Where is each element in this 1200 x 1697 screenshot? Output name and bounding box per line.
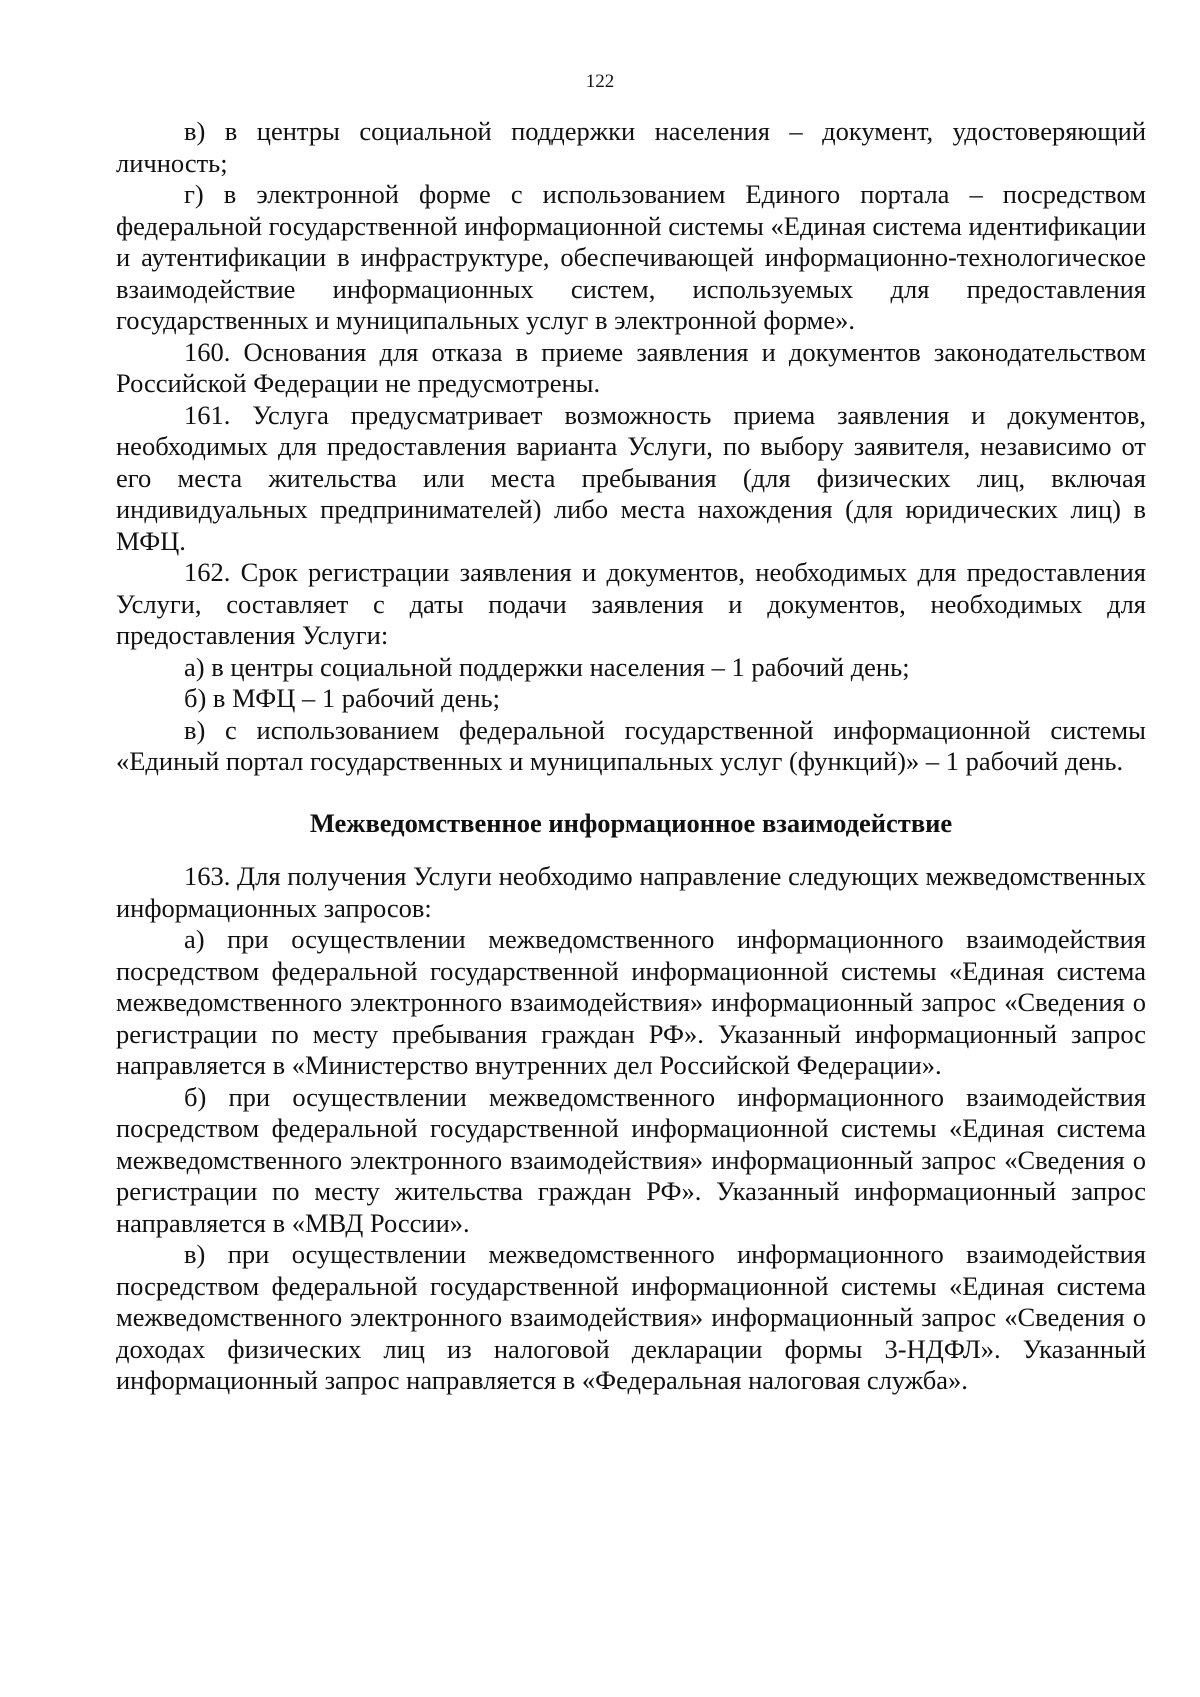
paragraph-163-item-v: в) при осуществлении межведомственного информационного взаимодействия посредством федеральной государственной информационной системы «Единая система межведомственного электронного взаимодействия» информационный запрос «Сведения о доходах физических лиц из налоговой декларации формы 3-НДФЛ». Указанный информационный запрос направляется в «Федеральная налоговая служба».: [116, 1239, 1146, 1395]
paragraph-162: 162. Срок регистрации заявления и документов, необходимых для предоставления Услуги, составляет с даты подачи заявления и документов, необходимых для предоставления Услуги:: [116, 557, 1146, 650]
paragraph-item-g-electronic-form: г) в электронной форме с использованием Единого портала – посредством федеральной государственной информационной системы «Единая система идентификации и аутентификации в инфраструктуре, обеспечивающей информационно-технологическое взаимодействие информационных систем, используемых для предоставления государственных и муниципальных услуг в электронной форме».: [116, 179, 1146, 335]
document-body: [116, 116, 1146, 1397]
paragraph-163: 163. Для получения Услуги необходимо направление следующих межведомственных информационных запросов:: [116, 861, 1146, 923]
paragraph-162-item-v: в) с использованием федеральной государственной информационной системы «Единый портал государственных и муниципальных услуг (функций)» – 1 рабочий день.: [116, 714, 1146, 776]
section-heading: Межведомственное информационное взаимодействие: [309, 807, 953, 838]
paragraph-163-item-a: а) при осуществлении межведомственного информационного взаимодействия посредством федеральной государственной информационной системы «Единая система межведомственного электронного взаимодействия» информационный запрос «Сведения о регистрации по месту пребывания граждан РФ». Указанный информационный запрос направляется в «Министерство внутренних дел Российской Федерации».: [116, 924, 1146, 1080]
paragraph-160: 160. Основания для отказа в приеме заявления и документов законодательством Российской Федерации не предусмотрены.: [116, 336, 1146, 398]
paragraph-162-item-b: б) в МФЦ – 1 рабочий день;: [184, 683, 500, 713]
page-number: 122: [585, 71, 615, 92]
paragraph-162-item-a: а) в центры социальной поддержки населения – 1 рабочий день;: [184, 651, 910, 682]
paragraph-item-v-identity-document: в) в центры социальной поддержки населения – документ, удостоверяющий личность;: [116, 116, 1146, 178]
paragraph-161: 161. Услуга предусматривает возможность приема заявления и документов, необходимых для предоставления варианта Услуги, по выбору заявителя, независимо от его места жительства или места пребывания (для физических лиц, включая индивидуальных предпринимателей) либо места нахождения (для юридических лиц) в МФЦ.: [116, 399, 1146, 556]
paragraph-163-item-b: б) при осуществлении межведомственного информационного взаимодействия посредством федеральной государственной информационной системы «Единая система межведомственного электронного взаимодействия» информационный запрос «Сведения о регистрации по месту жительства граждан РФ». Указанный информационный запрос направляется в «МВД России».: [116, 1081, 1146, 1238]
